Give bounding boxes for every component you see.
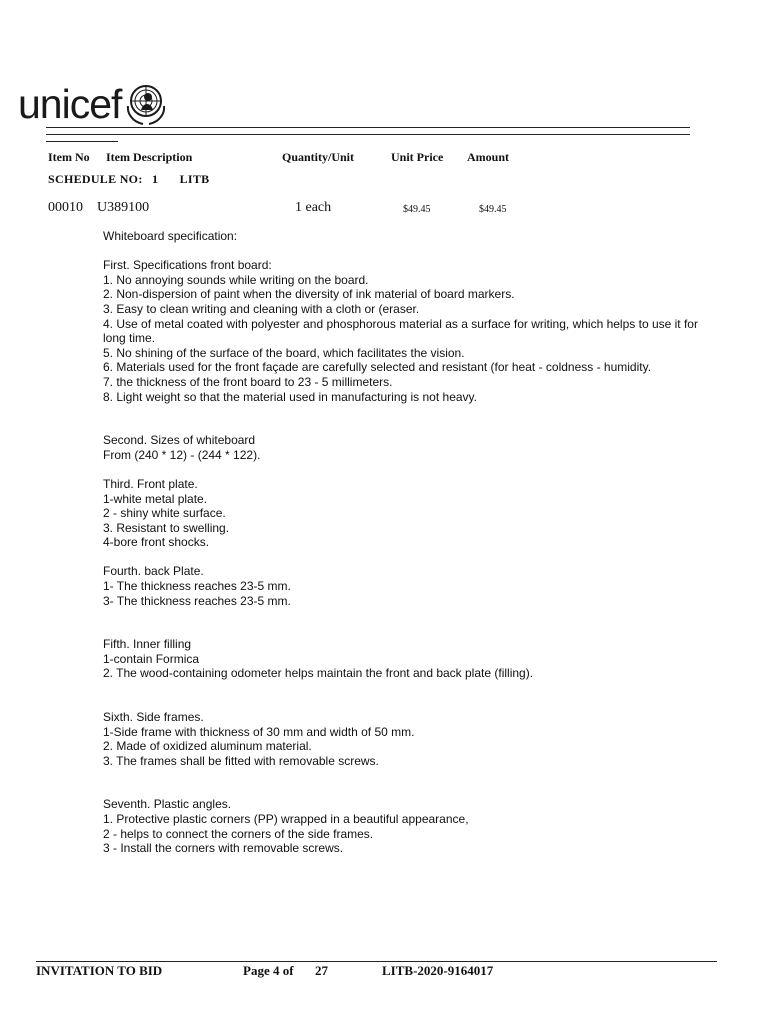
spec-line: 3 - Install the corners with removable screws. [103,841,344,856]
header-rule-top [46,127,690,128]
schedule-label: SCHEDULE NO: [48,172,143,186]
spec-line: 3- The thickness reaches 23-5 mm. [103,593,291,608]
spec-line: 2. The wood-containing odometer helps maintain the front and back plate (filling). [103,666,534,681]
spec-line: 2. Made of oxidized aluminum material. [103,739,312,754]
spec-line: 2. Non-dispersion of paint when the diversity of ink material of board markers. [103,287,515,302]
spec-line: 3. Easy to clean writing and cleaning with a cloth or (eraser. [103,301,420,316]
schedule-line [48,172,227,187]
footer-reference: LITB-2020-9164017 [382,963,494,978]
spec-line: 6. Materials used for the front façade are carefully selected and resistant (for heat - coldness - humidity. [103,360,652,375]
spec-line: 3. Resistant to swelling. [103,520,230,535]
section-title: Second. Sizes of whiteboard [103,433,256,448]
footer-page-label: Page 4 of [243,963,294,978]
spec-line: 5. No shining of the surface of the board, which facilitates the vision. [103,345,465,360]
specification-body [103,229,703,856]
item-no: 00010 [48,200,83,215]
section-title: Third. Front plate. [103,476,198,491]
header-rule-short [46,141,118,142]
spec-line: 8. Light weight so that the material used in manufacturing is not heavy. [103,389,477,404]
spec-line: 1. Protective plastic corners (PP) wrapped in a beautiful appearance, [103,812,469,826]
schedule-code: LITB [179,172,210,186]
col-unit-price: Unit Price [391,150,444,164]
spec-line: 4-bore front shocks. [103,535,210,550]
section-title: Seventh. Plastic angles. [103,797,232,812]
unicef-logo [18,82,169,126]
col-quantity-unit: Quantity/Unit [282,150,355,164]
col-amount: Amount [467,150,510,164]
schedule-number: 1 [151,172,159,186]
header-rule-bottom [46,134,690,135]
spec-line: 1-white metal plate. [103,491,208,506]
footer-total-pages: 27 [315,963,328,978]
col-item-no: Item No [48,150,90,164]
spec-line: 1. No annoying sounds while writing on the board. [103,272,369,287]
item-amount: $49.45 [479,204,507,215]
spec-line: 1- The thickness reaches 23-5 mm. [103,579,291,594]
spec-line: 1-Side frame with thickness of 30 mm and width of 50 mm. [103,724,415,739]
spec-line: 3. The frames shall be fitted with removable screws. [103,753,379,768]
footer-rule [36,961,717,962]
unicef-emblem-icon [123,80,169,126]
item-unit-price: $49.45 [403,204,431,215]
section-title: Fifth. Inner filling [103,637,192,652]
section-title: First. Specifications front board: [103,258,272,273]
item-code: U389100 [97,200,150,215]
section-title: Fourth. back Plate. [103,564,204,579]
footer-title: INVITATION TO BID [36,963,163,978]
spec-line: 1-contain Formica [103,651,200,666]
spec-line: 2 - helps to connect the corners of the side frames. [103,826,374,841]
section-title: Sixth. Side frames. [103,710,204,725]
spec-intro: Whiteboard specification: [103,229,238,243]
spec-line: 2 - shiny white surface. [103,506,226,521]
spec-line: From (240 * 12) - (244 * 122). [103,447,261,462]
spec-line: 4. Use of metal coated with polyester and phosphorous material as a surface for writing, which helps to use it for long time. [103,316,698,346]
item-quantity: 1 each [295,200,332,215]
spec-line: 7. the thickness of the front board to 23 - 5 millimeters. [103,374,393,389]
col-item-description: Item Description [106,150,193,164]
logo-wordmark: unicef [18,81,122,127]
